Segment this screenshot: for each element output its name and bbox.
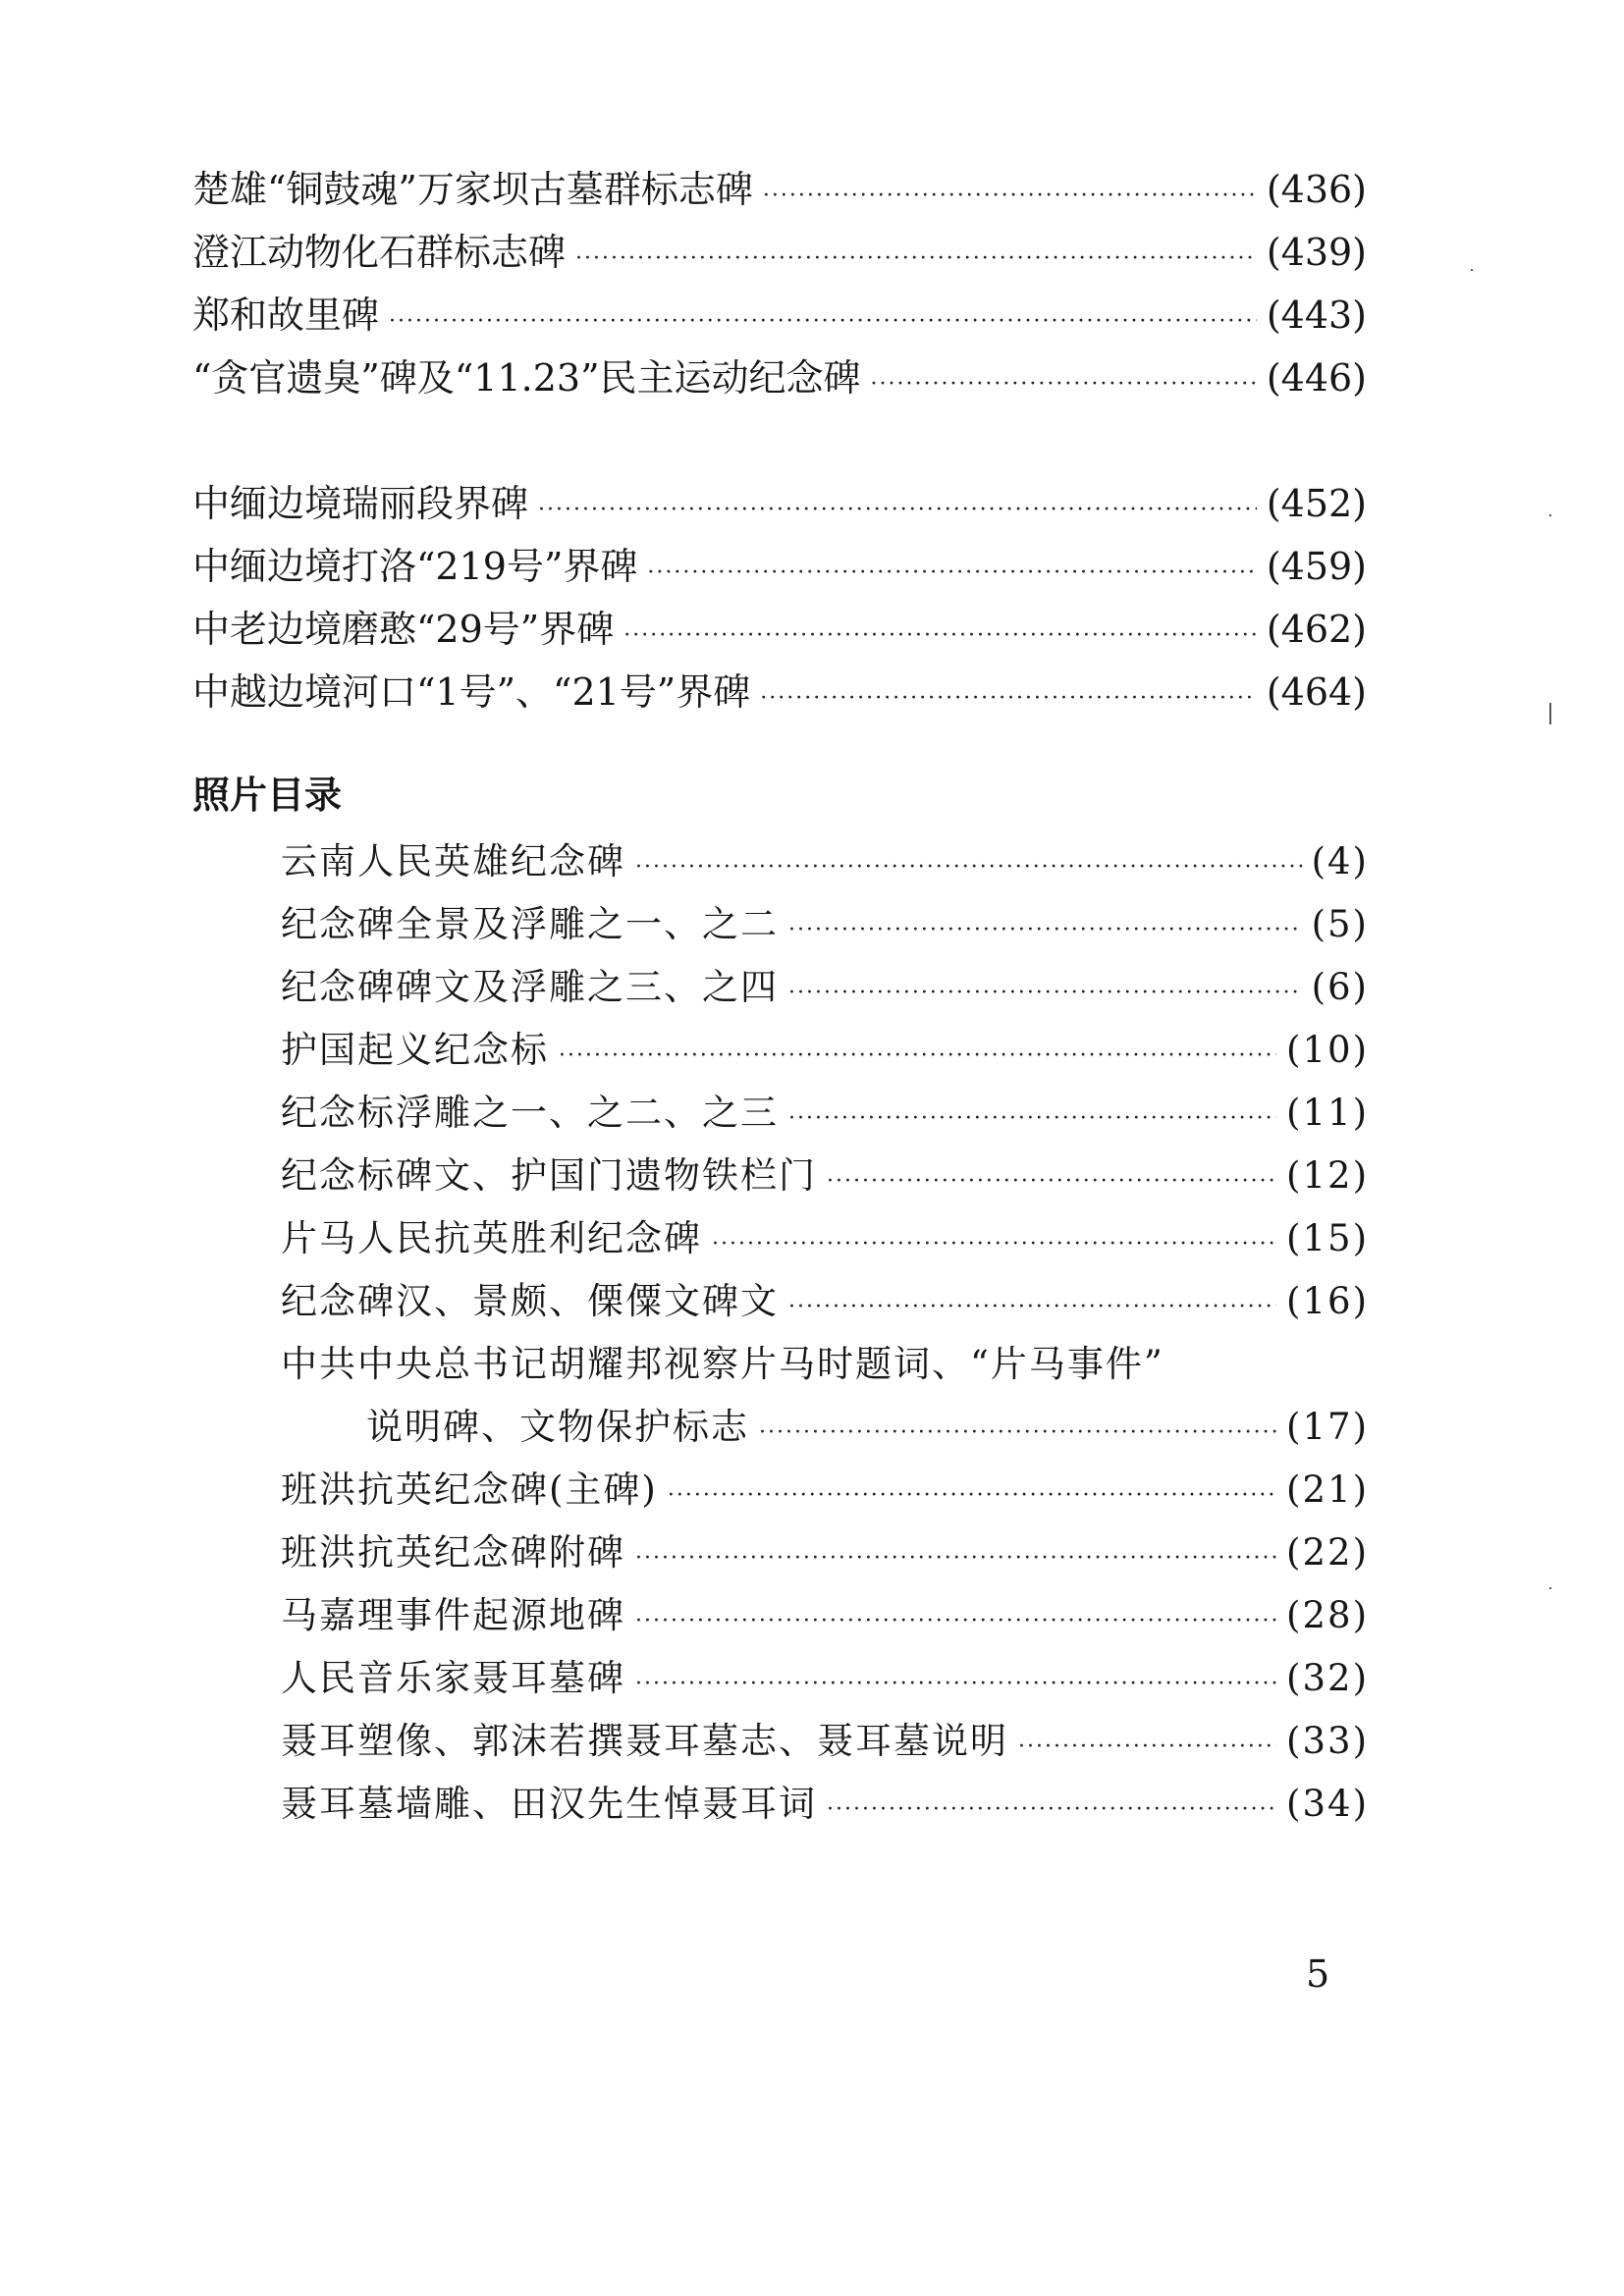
entry-title: 纪念标碑文、护国门遗物铁栏门 — [281, 1154, 817, 1197]
entry-title: 聂耳塑像、郭沫若撰聂耳墓志、聂耳墓说明 — [281, 1720, 1008, 1762]
entry-title: 纪念碑碑文及浮雕之三、之四 — [281, 966, 779, 1008]
entry-title: 护国起义纪念标 — [281, 1029, 549, 1071]
entry-title: 中越边境河口“1号”、“21号”界碑 — [192, 670, 751, 714]
dot-leader — [1018, 1723, 1276, 1772]
toc-entry — [366, 1403, 1369, 1458]
scan-speck — [1471, 269, 1473, 271]
entry-title: 班洪抗英纪念碑(主碑) — [281, 1468, 658, 1511]
entry-page: (22) — [1286, 1531, 1369, 1574]
entry-page: (11) — [1286, 1092, 1369, 1134]
entry-page: (459) — [1266, 545, 1367, 588]
entry-title: 马嘉理事件起源地碑 — [281, 1594, 625, 1636]
toc-entry — [281, 1214, 1369, 1269]
toc-entry — [192, 165, 1367, 221]
scan-speck — [1549, 514, 1551, 516]
toc-entry — [192, 228, 1367, 284]
toc-entry — [281, 1654, 1369, 1709]
dot-leader — [763, 172, 1257, 221]
toc-entry — [281, 1277, 1369, 1332]
entry-page: (5) — [1311, 903, 1369, 945]
entry-page: (452) — [1266, 482, 1367, 525]
entry-page: (462) — [1266, 608, 1367, 651]
toc-entry — [281, 963, 1369, 1018]
entry-title: 中老边境磨憨“29号”界碑 — [192, 608, 615, 651]
dot-leader — [788, 969, 1302, 1018]
entry-title: 楚雄“铜鼓魂”万家坝古墓群标志碑 — [192, 168, 753, 211]
page-number: 5 — [1306, 1952, 1330, 1996]
dot-leader — [559, 1032, 1276, 1081]
toc-entry — [281, 1026, 1369, 1081]
dot-leader — [647, 549, 1256, 598]
toc-entry — [281, 1591, 1369, 1646]
entry-title: 人民音乐家聂耳墓碑 — [281, 1657, 625, 1699]
toc-entry — [281, 900, 1369, 955]
entry-title: 纪念碑全景及浮雕之一、之二 — [281, 903, 779, 945]
scan-speck — [1549, 703, 1551, 724]
dot-leader — [712, 1220, 1276, 1269]
toc-entry — [281, 1089, 1369, 1144]
toc-entry — [281, 1780, 1369, 1835]
dot-leader — [575, 235, 1257, 284]
entry-title: 聂耳墓墙雕、田汉先生悼聂耳词 — [281, 1783, 817, 1825]
entry-page: (28) — [1286, 1594, 1369, 1636]
dot-leader — [760, 674, 1257, 723]
dot-leader — [389, 297, 1257, 347]
entry-title: “贪官遗臭”碑及“11.23”民主运动纪念碑 — [192, 356, 861, 400]
entry-page: (12) — [1286, 1154, 1369, 1197]
toc-entry — [192, 353, 1367, 409]
toc-entry — [192, 479, 1367, 535]
entry-page: (15) — [1286, 1217, 1369, 1259]
entry-page: (10) — [1286, 1029, 1369, 1071]
scan-speck — [1549, 1587, 1551, 1589]
entry-title: 郑和故里碑 — [192, 294, 380, 337]
dot-leader — [788, 1283, 1276, 1332]
entry-page: (33) — [1286, 1720, 1369, 1762]
entry-page: (4) — [1311, 840, 1369, 882]
dot-leader — [788, 906, 1302, 955]
entry-page: (34) — [1286, 1783, 1369, 1825]
toc-entry — [192, 605, 1367, 661]
toc-entry — [192, 291, 1367, 347]
toc-entry — [281, 1528, 1369, 1583]
entry-title: 班洪抗英纪念碑附碑 — [281, 1531, 625, 1574]
dot-leader — [635, 843, 1302, 892]
toc-entry — [281, 1151, 1369, 1206]
entry-page: (439) — [1266, 231, 1367, 274]
toc-entry — [192, 542, 1367, 598]
entry-title: 纪念碑汉、景颇、傈僳文碑文 — [281, 1280, 779, 1322]
entry-page: (436) — [1266, 168, 1367, 211]
dot-leader — [538, 486, 1257, 535]
entry-page: (16) — [1286, 1280, 1369, 1322]
dot-leader — [635, 1597, 1276, 1646]
entry-title: 云南人民英雄纪念碑 — [281, 840, 625, 882]
dot-leader — [635, 1660, 1276, 1709]
toc-entry-first-line: 中共中央总书记胡耀邦视察片马时题词、“片马事件” — [281, 1343, 1164, 1385]
section-heading: 照片目录 — [192, 774, 343, 817]
toc-entry — [281, 1466, 1369, 1521]
toc-entry — [192, 667, 1367, 723]
entry-page: (17) — [1286, 1406, 1369, 1448]
entry-page: (443) — [1266, 294, 1367, 337]
entry-page: (32) — [1286, 1657, 1369, 1699]
entry-page: (21) — [1286, 1468, 1369, 1511]
dot-leader — [668, 1471, 1276, 1521]
dot-leader — [827, 1786, 1276, 1835]
toc-entry — [281, 1717, 1369, 1772]
entry-title: 片马人民抗英胜利纪念碑 — [281, 1217, 702, 1259]
dot-leader — [623, 612, 1257, 661]
dot-leader — [759, 1409, 1276, 1458]
entry-title: 纪念标浮雕之一、之二、之三 — [281, 1092, 779, 1134]
entry-title: 说明碑、文物保护标志 — [366, 1406, 749, 1448]
dot-leader — [788, 1095, 1276, 1144]
entry-page: (446) — [1266, 356, 1367, 400]
entry-title: 澄江动物化石群标志碑 — [192, 231, 567, 274]
entry-title: 中缅边境瑞丽段界碑 — [192, 482, 529, 525]
dot-leader — [635, 1534, 1276, 1583]
dot-leader — [871, 360, 1257, 409]
dot-leader — [827, 1157, 1276, 1206]
entry-title: 中缅边境打洛“219号”界碑 — [192, 545, 638, 588]
entry-page: (464) — [1266, 670, 1367, 714]
toc-entry — [281, 837, 1369, 892]
entry-page: (6) — [1311, 966, 1369, 1008]
